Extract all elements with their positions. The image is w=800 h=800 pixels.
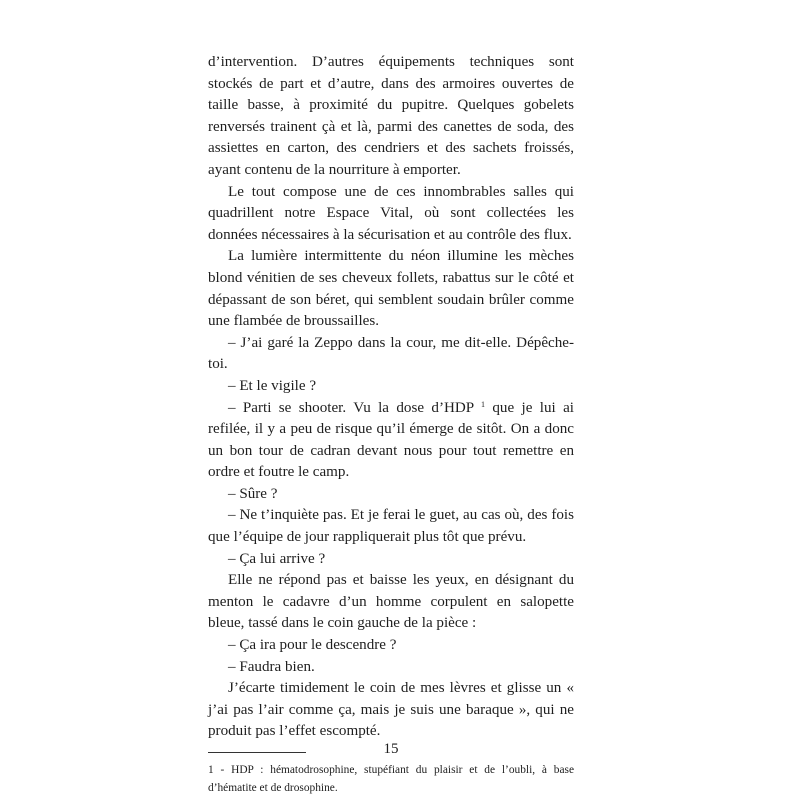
paragraph: Le tout compose une de ces innombrables salles qui quadrillent notre Espace Vital, où sont collectées les données nécessaires à la sécurisation et au contrôle des flux. bbox=[208, 183, 574, 243]
book-page-body bbox=[208, 52, 574, 797]
dialogue-line: – Et le vigile ? bbox=[228, 377, 317, 394]
dialogue-text: – Parti se shooter. Vu la dose d’HDP bbox=[228, 399, 474, 416]
dialogue-line: – Ça lui arrive ? bbox=[228, 550, 326, 567]
dialogue-line: – Ne t’inquiète pas. Et je ferai le guet, au cas où, des fois que l’équipe de jour rappliquerait plus tôt que prévu. bbox=[208, 507, 574, 546]
dialogue-line: – Sûre ? bbox=[228, 485, 278, 502]
dialogue-text: que je lui ai refilée, il y a peu de risque qu’il émerge de sitôt. On a donc un bon tour de cadran devant nous pour tout remettre en ordre et foutre le camp. bbox=[208, 399, 574, 481]
paragraph: Elle ne répond pas et baisse les yeux, en désignant du menton le cadavre d’un homme corpulent en salopette bleue, tassé dans le coin gauche de la pièce : bbox=[208, 572, 574, 632]
paragraph: La lumière intermittente du néon illumine les mèches blond vénitien de ses cheveux follets, rabattus sur le côté et dépassant de son béret, qui semblent soudain brûler comme une flambée de broussailles. bbox=[208, 248, 574, 330]
dialogue-line-with-note bbox=[208, 398, 574, 484]
dialogue-line: – Ça ira pour le descendre ? bbox=[228, 637, 397, 654]
page-number: 15 bbox=[383, 741, 399, 757]
footnote-reference: 1 bbox=[481, 399, 485, 409]
footnote: 1 - HDP : hématodrosophine, stupéfiant du plaisir et de l’oubli, à base d’hématite et de drosophine. bbox=[208, 764, 574, 794]
paragraph: d’intervention. D’autres équipements techniques sont stockés de part et d’autre, dans des armoires ouvertes de taille basse, à proximité du pupitre. Quelques gobelets renversés trainent çà et là, parmi des canettes de soda, des assiettes en carton, des cendriers et des sachets froissés, ayant contenu de la nourriture à emporter. bbox=[208, 54, 574, 178]
dialogue-line: – Faudra bien. bbox=[228, 658, 315, 675]
dialogue-line: – J’ai garé la Zeppo dans la cour, me dit-elle. Dépêche-toi. bbox=[208, 334, 574, 373]
paragraph: J’écarte timidement le coin de mes lèvres et glisse un « j’ai pas l’air comme ça, mais je suis une baraque », qui ne produit pas l’effet escompté. bbox=[208, 680, 574, 740]
